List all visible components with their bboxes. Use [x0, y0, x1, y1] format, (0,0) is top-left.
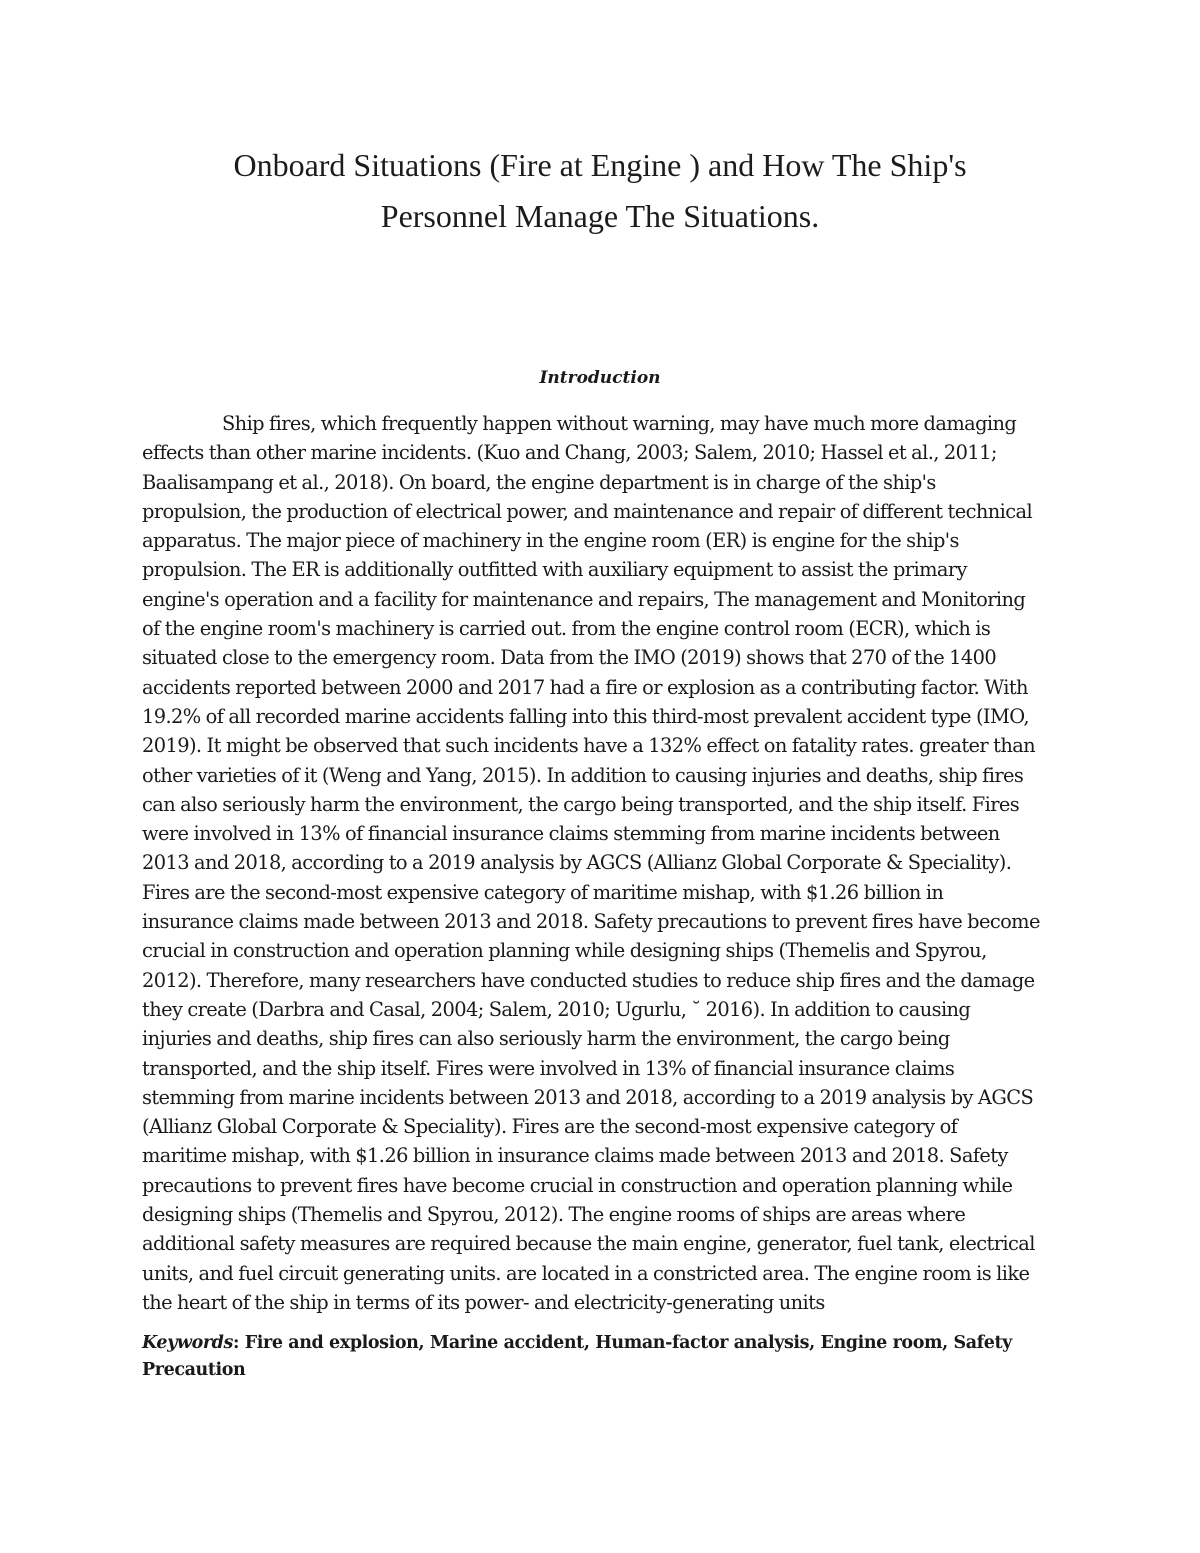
keywords-text: Fire and explosion, Marine accident, Human-factor analysis, Engine room, Safety: [244, 1333, 1012, 1353]
keywords-separator: :: [232, 1333, 245, 1353]
body-line: they create (Darbra and Casal, 2004; Salem, 2010; Ugurlu, ˘ 2016). In addition to causing: [142, 997, 971, 1021]
body-line: 2019). It might be observed that such incidents have a 132% effect on fatality rates. greater than: [142, 734, 1036, 758]
body-line: can also seriously harm the environment, the cargo being transported, and the ship itself. Fires: [142, 792, 1020, 816]
body-line: Fires are the second-most expensive category of maritime mishap, with $1.26 billion in: [142, 880, 944, 904]
body-line: the heart of the ship in terms of its power- and electricity-generating units: [142, 1290, 825, 1314]
body-line: 2012). Therefore, many researchers have conducted studies to reduce ship fires and the damage: [142, 968, 1035, 992]
title-line: Onboard Situations (Fire at Engine ) and How The Ship's: [233, 147, 967, 183]
body-line: engine's operation and a facility for maintenance and repairs, The management and Monitoring: [142, 587, 1026, 611]
body-line: accidents reported between 2000 and 2017 had a fire or explosion as a contributing factor. With: [142, 675, 1028, 699]
body-line: precautions to prevent fires have become crucial in construction and operation planning while: [142, 1173, 1013, 1197]
keywords-line: Precaution: [142, 1360, 246, 1380]
keywords-block: [142, 1330, 1062, 1384]
body-line: other varieties of it (Weng and Yang, 2015). In addition to causing injuries and deaths, ship fires: [142, 763, 1024, 787]
body-line: (Allianz Global Corporate & Speciality). Fires are the second-most expensive category of: [142, 1115, 958, 1139]
body-line: 2013 and 2018, according to a 2019 analysis by AGCS (Allianz Global Corporate & Speciality).: [142, 851, 1012, 875]
section-heading: Introduction: [539, 368, 661, 388]
body-line: propulsion, the production of electrical power, and maintenance and repair of different technical: [142, 499, 1033, 523]
body-line: maritime mishap, with $1.26 billion in insurance claims made between 2013 and 2018. Safety: [142, 1144, 1008, 1168]
body-paragraph: [142, 409, 1062, 1317]
body-line: units, and fuel circuit generating units. are located in a constricted area. The engine room is like: [142, 1261, 1030, 1285]
body-line: effects than other marine incidents. (Kuo and Chang, 2003; Salem, 2010; Hassel et al., 2011;: [142, 441, 997, 465]
body-line: transported, and the ship itself. Fires were involved in 13% of financial insurance claims: [142, 1056, 955, 1080]
document-title: [140, 140, 1060, 242]
body-line: were involved in 13% of financial insurance claims stemming from marine incidents between: [142, 822, 1000, 846]
body-line: of the engine room's machinery is carried out. from the engine control room (ECR), which is: [142, 617, 991, 641]
body-line: Ship fires, which frequently happen without warning, may have much more damaging: [222, 412, 1017, 435]
body-line: insurance claims made between 2013 and 2018. Safety precautions to prevent fires have become: [142, 910, 1040, 934]
keywords-label: Keywords: [142, 1333, 233, 1353]
body-line: 19.2% of all recorded marine accidents falling into this third-most prevalent accident type (IMO,: [142, 704, 1029, 728]
body-line: additional safety measures are required because the main engine, generator, fuel tank, electrical: [142, 1232, 1035, 1256]
keywords-line: [142, 1330, 1062, 1357]
body-line: situated close to the emergency room. Data from the IMO (2019) shows that 270 of the 1400: [142, 646, 997, 670]
body-line: injuries and deaths, ship fires can also seriously harm the environment, the cargo being: [142, 1027, 950, 1051]
body-line: crucial in construction and operation planning while designing ships (Themelis and Spyrou,: [142, 939, 987, 963]
body-line: designing ships (Themelis and Spyrou, 2012). The engine rooms of ships are areas where: [142, 1203, 966, 1227]
body-line: Baalisampang et al., 2018). On board, the engine department is in charge of the ship's: [142, 470, 936, 494]
body-line: stemming from marine incidents between 2013 and 2018, according to a 2019 analysis by AGCS: [142, 1085, 1034, 1109]
body-line: propulsion. The ER is additionally outfitted with auxiliary equipment to assist the primary: [142, 558, 967, 582]
title-line: Personnel Manage The Situations.: [380, 198, 820, 234]
body-line: apparatus. The major piece of machinery in the engine room (ER) is engine for the ship's: [142, 529, 959, 553]
